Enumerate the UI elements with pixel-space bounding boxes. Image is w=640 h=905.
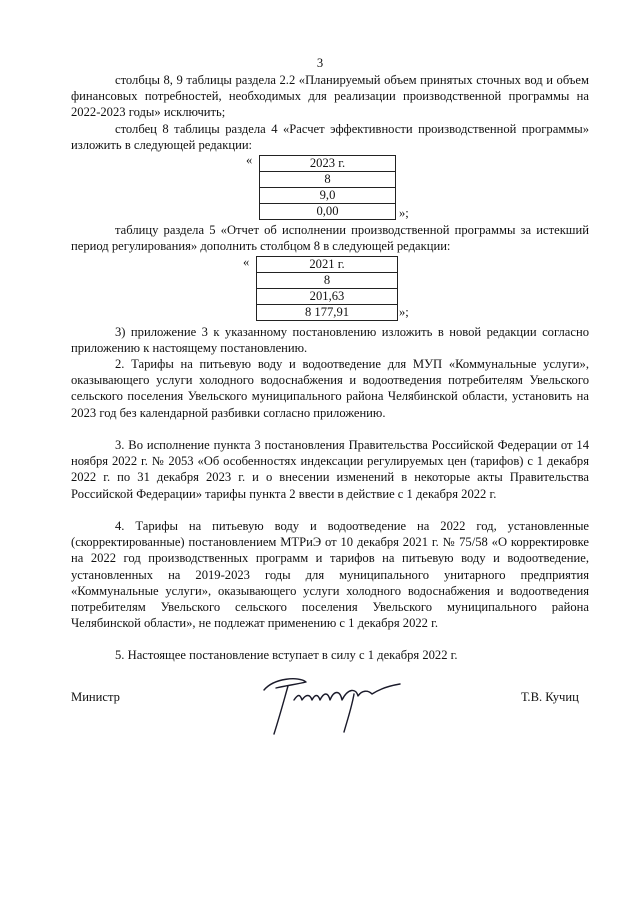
table-row (260, 188, 396, 204)
report-table (256, 256, 398, 321)
paragraph-appendix-3: 3) приложение 3 к указанному постановлению изложить в новой редакции согласно приложению к настоящему постановлению. (71, 325, 589, 356)
table-cell: 2023 г. (260, 156, 396, 172)
table-row (257, 305, 398, 321)
signatory-name: Т.В. Кучиц (521, 690, 579, 704)
table1-close-quote: »; (399, 206, 409, 220)
table-row (257, 273, 398, 289)
table-cell: 0,00 (260, 204, 396, 220)
paragraph-tariffs-2022: 4. Тарифы на питьевую воду и водоотведение на 2022 год, установленные (скорректированные) постановлением МТРиЭ от 10 декабря 2021 г. № 75/58 «О корректировке на 2022 год производственных программ и тарифов на питьевую воду и водоотведение, установленных на 2019-2023 годы для муниципального унитарного предприятия «Коммунальные услуги», оказывающего услуги холодного водоснабжения и водоотведения потребителям Увельского сельского поселения Увельского муниципального района Челябинской области», не подлежат применению с 1 декабря 2022 г. (71, 519, 589, 631)
paragraph-tariffs-2023: 2. Тарифы на питьевую воду и водоотведение для МУП «Коммунальные услуги», оказывающего услуги холодного водоснабжения и водоотведения потребителям Увельского сельского поселения Увельского муниципального района Челябинской области, установить на 2023 год без календарной разбивки согласно приложению. (71, 357, 589, 420)
page-number: 3 (316, 56, 324, 70)
handwritten-signature-icon (254, 660, 414, 740)
table-cell: 201,63 (257, 289, 398, 305)
table2-close-quote: »; (399, 305, 409, 319)
table1-open-quote: « (246, 153, 253, 167)
table-row (260, 156, 396, 172)
table-cell: 8 (257, 273, 398, 289)
table-cell: 9,0 (260, 188, 396, 204)
table-row (257, 257, 398, 273)
table2-open-quote: « (243, 255, 250, 269)
paragraph-government-decree: 3. Во исполнение пункта 3 постановления Правительства Российской Федерации от 14 ноября 2022 г. № 2053 «Об особенностях индексации регулируемых цен (тарифов) с 1 декабря 2022 г. по 31 декабря 2023 г. и о внесении изменений в некоторые акты Правительства Российской Федерации» тарифы пункта 2 ввести в действие с 1 декабря 2022 г. (71, 438, 589, 501)
paragraph-effective-date: 5. Настоящее постановление вступает в силу с 1 декабря 2022 г. (115, 648, 458, 662)
signatory-position: Министр (71, 690, 120, 704)
table-row (260, 204, 396, 220)
paragraph-report-table: таблицу раздела 5 «Отчет об исполнении производственной программы за истекший период регулирования» дополнить столбцом 8 в следующей редакции: (71, 223, 589, 254)
paragraph-efficiency-column: столбец 8 таблицы раздела 4 «Расчет эффективности производственной программы» изложить в следующей редакции: (71, 122, 589, 153)
table-cell: 8 (260, 172, 396, 188)
table-cell: 8 177,91 (257, 305, 398, 321)
table-cell: 2021 г. (257, 257, 398, 273)
table-row (260, 172, 396, 188)
efficiency-table (259, 155, 396, 220)
paragraph-columns-excluded: столбцы 8, 9 таблицы раздела 2.2 «Планируемый объем принятых сточных вод и объем финансовых потребностей, необходимых для реализации производственной программы на 2022-2023 годы» исключить; (71, 73, 589, 120)
table-row (257, 289, 398, 305)
